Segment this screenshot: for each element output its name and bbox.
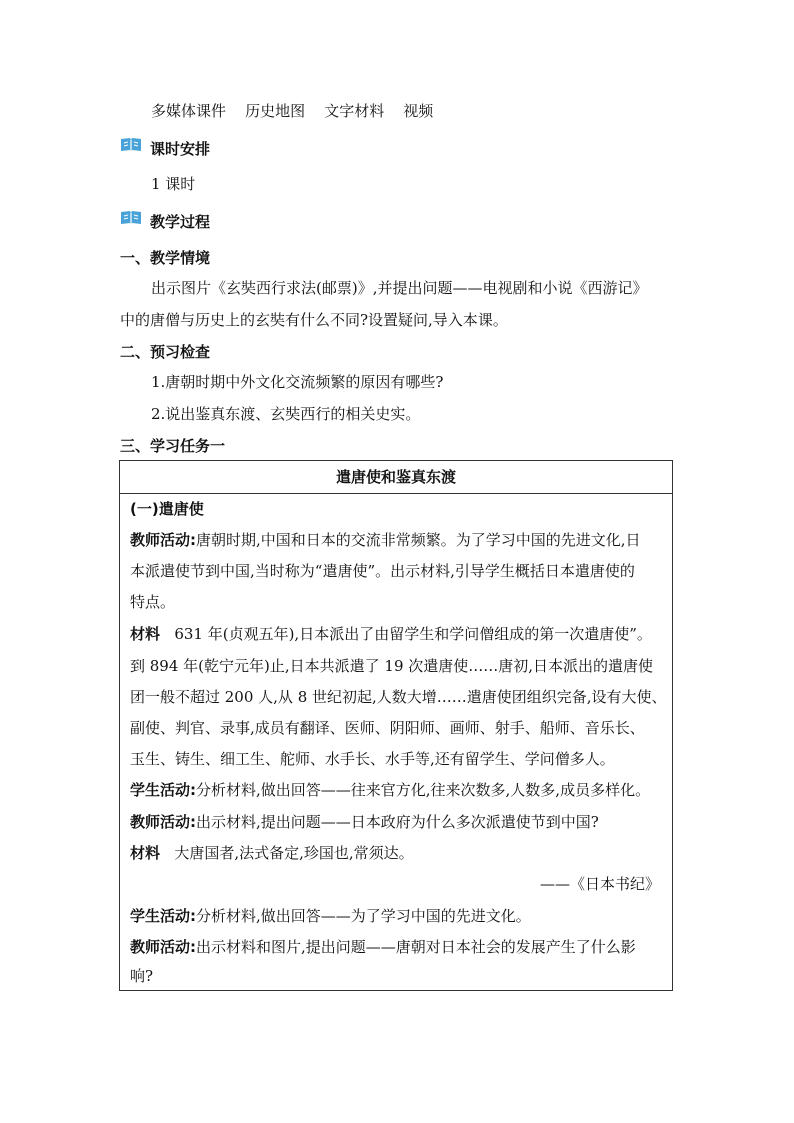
task-table [119,460,673,991]
teacher-activity [130,812,599,832]
table-header: 遣唐使和鉴真东渡 [120,461,672,494]
material-block [130,843,414,863]
activity-text: 特点。 [130,593,176,611]
subsection-title: (一)遣唐使 [130,500,204,518]
teacher-activity [130,530,641,550]
activity-label: 学生活动: [130,907,196,925]
material-text: 玉生、铸生、细工生、舵师、水手长、水手等,还有留学生、学问僧多人。 [130,750,615,768]
activity-label: 学生活动: [130,781,196,799]
resource-item: 视频 [403,102,434,120]
resources-line [151,101,433,121]
section-text: 中的唐僧与历史上的玄奘有什么不同?设置疑问,导入本课。 [120,311,508,329]
material-text: 团一般不超过 200 人,从 8 世纪初起,人数大增……遣唐使团组织完备,设有大使、 [130,688,667,706]
section-title: 三、学习任务一 [120,437,226,455]
resource-item: 多媒体课件 [151,102,227,120]
activity-text: 唐朝时期,中国和日本的交流非常频繁。为了学习中国的先进文化,日 [196,531,641,549]
resource-item: 文字材料 [324,102,385,120]
book-icon [120,210,142,226]
activity-text: 本派遣使节到中国,当时称为“遣唐使”。出示材料,引导学生概括日本遣唐使的 [130,562,635,580]
question-item: 1.唐朝时期中外文化交流频繁的原因有哪些? [151,373,444,391]
material-text: 大唐国者,法式备定,珍国也,常须达。 [174,844,414,862]
material-text: 副使、判官、录事,成员有翻译、医师、阴阳师、画师、射手、船师、音乐长、 [130,719,645,737]
activity-text: 响? [130,967,154,985]
material-label: 材料 [130,844,161,862]
activity-label: 教师活动: [130,531,196,549]
material-text: 到 894 年(乾宁元年)止,日本共派遣了 19 次遣唐使……唐初,日本派出的遣唐使 [130,657,654,675]
student-activity [130,906,531,926]
section-title: 一、教学情境 [120,249,211,267]
process-heading: 教学过程 [150,213,211,231]
material-label: 材料 [130,625,161,643]
resource-item: 历史地图 [245,102,306,120]
schedule-heading: 课时安排 [150,140,211,158]
activity-text: 分析材料,做出回答——往来官方化,往来次数多,人数多,成员多样化。 [196,781,651,799]
activity-label: 教师活动: [130,938,196,956]
activity-label: 教师活动: [130,813,196,831]
activity-text: 出示材料,提出问题——日本政府为什么多次派遣使节到中国? [196,813,599,831]
material-block [130,624,652,644]
schedule-value: 1 课时 [151,175,196,193]
activity-text: 分析材料,做出回答——为了学习中国的先进文化。 [196,907,531,925]
section-text: 出示图片《玄奘西行求法(邮票)》,并提出问题——电视剧和小说《西游记》 [151,279,648,297]
section-title: 二、预习检查 [120,343,211,361]
material-source: ——《日本书纪》 [539,875,660,893]
teacher-activity [130,937,636,957]
question-item: 2.说出鉴真东渡、玄奘西行的相关史实。 [151,405,421,423]
activity-text: 出示材料和图片,提出问题——唐朝对日本社会的发展产生了什么影 [196,938,636,956]
book-icon [120,137,142,153]
student-activity [130,780,650,800]
material-text: 631 年(贞观五年),日本派出了由留学生和学问僧组成的第一次遣唐使”。 [174,625,652,643]
